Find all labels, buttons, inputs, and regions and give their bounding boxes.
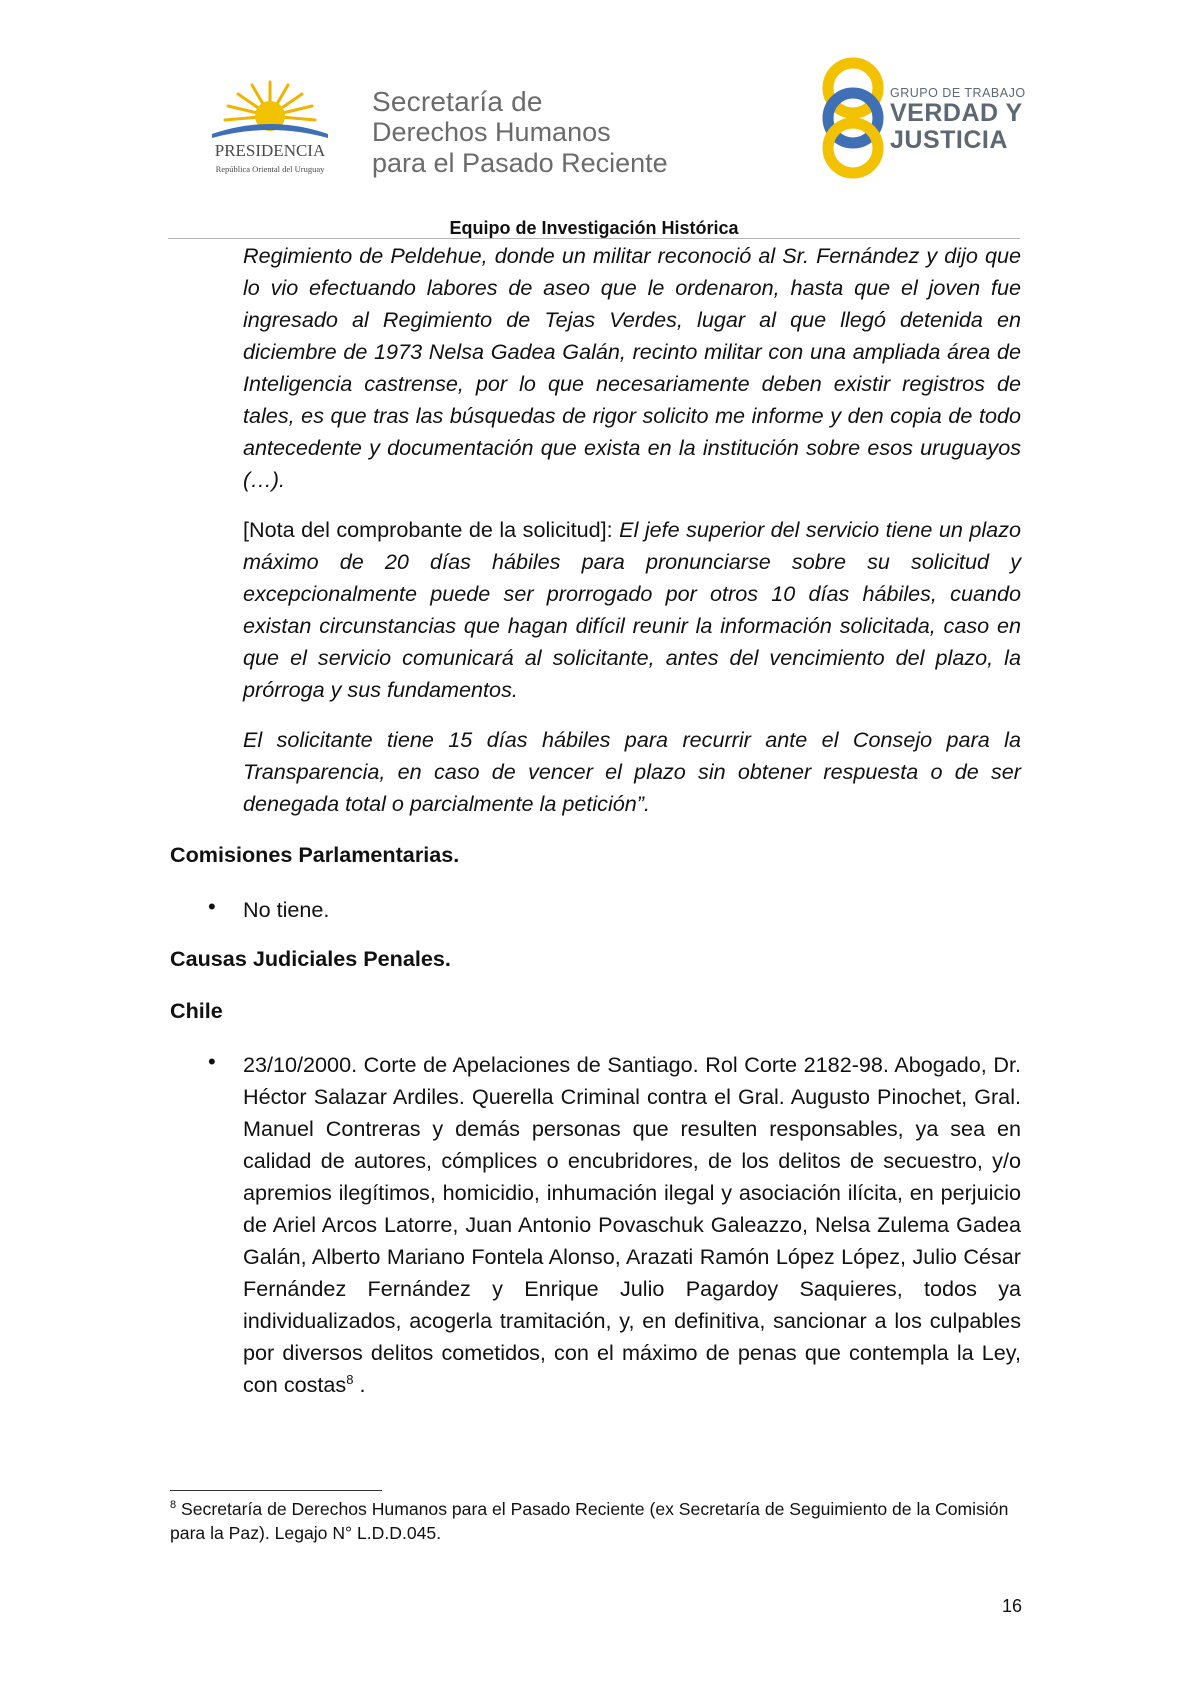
nota-text: El jefe superior del servicio tiene un plazo máximo de 20 días hábiles para pronunciarse sobre su solicitud y excepcionalmente puede ser prorrogado por otros 10 días hábiles, cuando existan circunstancias que hagan difícil reunir la información solicitada, caso en que el servicio comunicará al solicitante, antes del vencimiento del plazo, la prórroga y sus fundamentos.: [243, 517, 1021, 702]
secretaria-line2: Derechos Humanos: [372, 117, 611, 148]
header-equipo: Equipo de Investigación Histórica: [449, 218, 739, 238]
list-item-causa: [243, 1049, 1021, 1401]
republica-text: República Oriental del Uruguay: [215, 164, 325, 174]
gtvj-logo-text: [890, 86, 1026, 154]
bullet-icon: •: [208, 1049, 216, 1074]
presidencia-text: PRESIDENCIA: [214, 141, 326, 160]
gtvj-line3: JUSTICIA: [890, 126, 1008, 154]
gtvj-line1: GRUPO DE TRABAJO: [890, 86, 1026, 100]
causa-text: 23/10/2000. Corte de Apelaciones de Santiago. Rol Corte 2182-98. Abogado, Dr. Héctor Salazar Ardiles. Querella Criminal contra el Gral. Augusto Pinochet, Gral. Manuel Contreras y demás personas que resulten responsables, ya sea en calidad de autores, cómplices o encubridores, de los delitos de secuestro, y/o apremios ilegítimos, homicidio, inhumación ilegal y asociación ilícita, en perjuicio de Ariel Arcos Latorre, Juan Antonio Povaschuk Galeazzo, Nelsa Zulema Gadea Galán, Alberto Mariano Fontela Alonso, Arazati Ramón López López, Julio César Fernández Fernández y Enrique Julio Pagardoy Saquieres, todos ya individualizados, acogerla tramitación, y, en definitiva, sancionar a los culpables por diversos delitos cometidos, con el máximo de penas que contempla la Ley, con costas: [243, 1052, 1021, 1397]
footnote-ref[interactable]: 8: [346, 1371, 354, 1387]
secretaria-line1: Secretaría de: [372, 86, 543, 117]
nota-label: [Nota del comprobante de la solicitud]:: [243, 517, 613, 542]
header-rule: [168, 238, 1020, 239]
bullet-icon: •: [208, 894, 216, 919]
footnote-number: 8: [170, 1499, 177, 1512]
nota-paragraph: [243, 514, 1021, 706]
sun-emblem-icon: [212, 82, 328, 138]
nota-paragraph-2: El solicitante tiene 15 días hábiles para recurrir ante el Consejo para la Transparencia, en caso de vencer el plazo sin obtener respuesta o de ser denegada total o parcialmente la petición”.: [243, 727, 1021, 816]
secretaria-title: [372, 86, 668, 178]
page-number: 16: [1001, 1596, 1022, 1616]
footnote-text: Secretaría de Derechos Humanos para el Pasado Reciente (ex Secretaría de Seguimiento de la Comisión para la Paz). Legajo N° L.D.D.045.: [170, 1499, 1009, 1543]
quote-paragraph-1: Regimiento de Peldehue, donde un militar reconoció al Sr. Fernández y dijo que lo vio efectuando labores de aseo que le ordenaron, hasta que el joven fue ingresado al Regimiento de Tejas Verdes, lugar al que llegó detenida en diciembre de 1973 Nelsa Gadea Galán, recinto militar con una ampliada área de Inteligencia castrense, por lo que necesariamente deben existir registros de tales, es que tras las búsquedas de rigor solicito me informe y den copia de todo antecedente y documentación que exista en la institución sobre esos uruguayos (…).: [243, 243, 1021, 492]
heading-comisiones: Comisiones Parlamentarias.: [170, 842, 460, 867]
heading-causas: Causas Judiciales Penales.: [170, 946, 451, 971]
presidencia-logo: [190, 76, 350, 180]
gtvj-line2: VERDAD Y: [890, 99, 1023, 127]
secretaria-line3: para el Pasado Reciente: [372, 147, 668, 178]
heading-chile: Chile: [170, 998, 223, 1023]
footnote-rule: [170, 1490, 382, 1491]
list-item-no-tiene: No tiene.: [243, 897, 330, 922]
footnote: [170, 1498, 1020, 1545]
causa-end: .: [353, 1372, 366, 1397]
